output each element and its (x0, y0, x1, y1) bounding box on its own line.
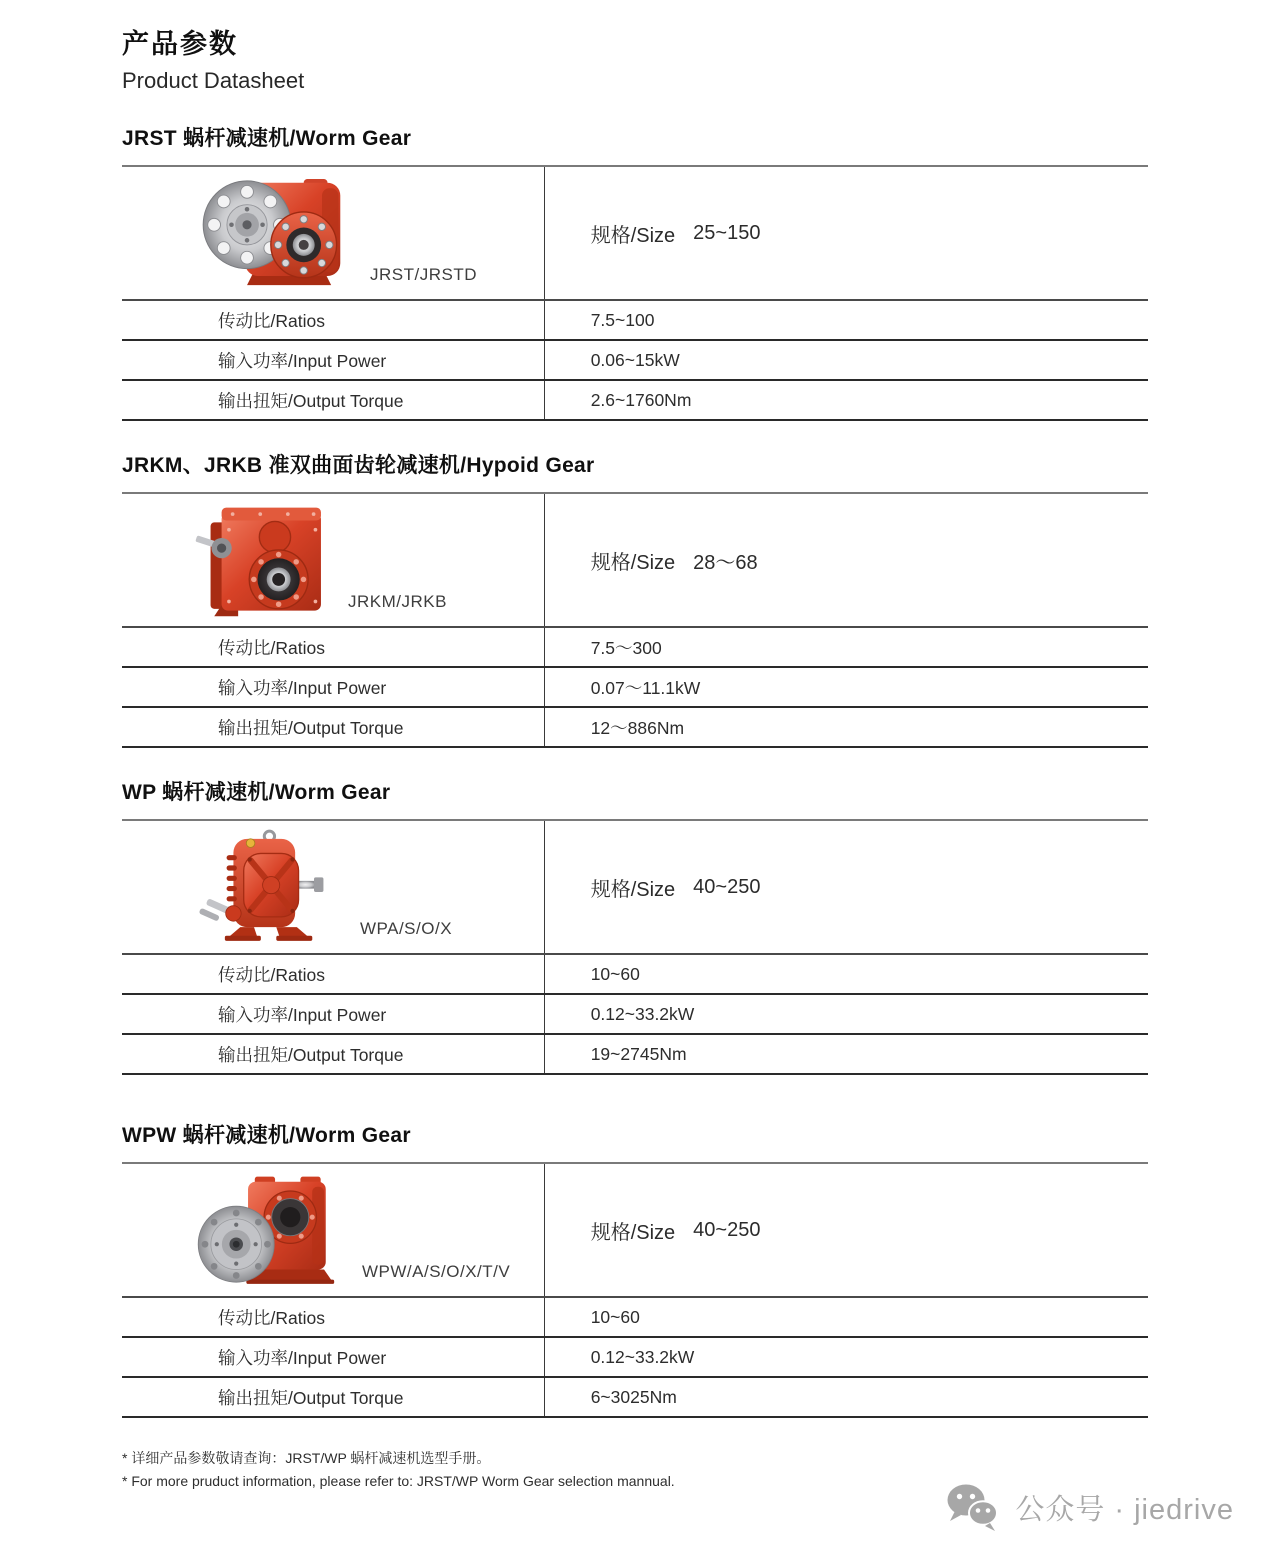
product-image-cell (122, 167, 545, 299)
spec-value: 10~60 (590, 1306, 640, 1327)
table-row (122, 301, 1148, 341)
section-wp (122, 776, 1148, 1075)
spec-label: 输出扭矩/Output Torque (122, 708, 545, 746)
footnote-zh: * 详细产品参数敬请查询：JRST/WP 蜗杆减速机选型手册。 (122, 1450, 491, 1466)
section-heading: WPW 蜗杆减速机/Worm Gear (122, 1124, 411, 1147)
product-table (122, 1162, 1148, 1418)
product-table (122, 492, 1148, 748)
spec-label: 传动比/Ratios (122, 1298, 545, 1336)
table-row (122, 628, 1148, 668)
product-table (122, 165, 1148, 421)
table-row (122, 1298, 1148, 1338)
spec-label: 输入功率/Input Power (122, 668, 545, 706)
spec-label: 传动比/Ratios (122, 955, 545, 993)
section-jrkm (122, 449, 1148, 748)
table-row (122, 1164, 1148, 1298)
section-heading: WP 蜗杆减速机/Worm Gear (122, 781, 391, 804)
watermark-text: 公众号 · jiedrive (1015, 1493, 1234, 1526)
spec-value: 6~3025Nm (590, 1386, 677, 1407)
product-table (122, 819, 1148, 1075)
spec-value: 0.07～11.1kW (590, 677, 701, 698)
spec-value: 10~60 (590, 963, 640, 984)
jrst-gearbox-photo (194, 171, 354, 295)
product-image-cell (122, 821, 545, 953)
table-row (122, 995, 1148, 1035)
size-value: 28～68 (693, 551, 758, 574)
table-row (122, 955, 1148, 995)
section-heading: JRST 蜗杆减速机/Worm Gear (122, 127, 412, 150)
size-value: 40~250 (693, 875, 761, 898)
spec-label: 传动比/Ratios (122, 628, 545, 666)
spec-label: 传动比/Ratios (122, 301, 545, 339)
table-row (122, 1035, 1148, 1075)
table-row (122, 668, 1148, 708)
product-model-label: WPA/S/O/X (360, 919, 453, 938)
table-row (122, 167, 1148, 301)
spec-label: 输入功率/Input Power (122, 341, 545, 379)
table-row (122, 381, 1148, 421)
spec-label: 输入功率/Input Power (122, 1338, 545, 1376)
product-model-label: WPW/A/S/O/X/T/V (362, 1262, 511, 1281)
product-model-label: JRST/JRSTD (370, 265, 477, 284)
spec-value: 19~2745Nm (590, 1043, 687, 1064)
size-label: 规格/Size (590, 551, 676, 574)
size-cell (545, 821, 1148, 953)
size-cell (545, 167, 1148, 299)
page-subtitle: Product Datasheet (122, 68, 305, 93)
spec-label: 输入功率/Input Power (122, 995, 545, 1033)
wp-gearbox-photo (194, 823, 344, 949)
product-model-label: JRKM/JRKB (348, 592, 447, 611)
section-jrst (122, 122, 1148, 421)
size-label: 规格/Size (590, 224, 676, 247)
section-wpw (122, 1119, 1148, 1418)
footnote-en: * For more pruduct information, please refer to: JRST/WP Worm Gear selection mannual. (122, 1473, 675, 1490)
size-cell (545, 1164, 1148, 1296)
product-image-cell (122, 494, 545, 626)
table-row (122, 341, 1148, 381)
size-cell (545, 494, 1148, 626)
watermark (945, 1482, 1234, 1532)
jrkm-gearbox-photo (194, 500, 332, 622)
spec-value: 12～886Nm (590, 717, 685, 738)
spec-value: 2.6~1760Nm (590, 389, 692, 410)
spec-value: 7.5～300 (590, 637, 662, 658)
wechat-icon (945, 1482, 1001, 1532)
page-header (122, 22, 1148, 94)
product-image-cell (122, 1164, 545, 1296)
spec-value: 0.12~33.2kW (590, 1003, 695, 1024)
wpw-gearbox-photo (194, 1166, 346, 1292)
spec-value: 0.12~33.2kW (590, 1346, 695, 1367)
section-heading: JRKM、JRKB 准双曲面齿轮减速机/Hypoid Gear (122, 454, 595, 477)
spec-label: 输出扭矩/Output Torque (122, 1035, 545, 1073)
table-row (122, 1378, 1148, 1418)
table-row (122, 1338, 1148, 1378)
table-row (122, 494, 1148, 628)
size-value: 40~250 (693, 1218, 761, 1241)
table-row (122, 708, 1148, 748)
spec-label: 输出扭矩/Output Torque (122, 381, 545, 419)
spec-value: 7.5~100 (590, 309, 655, 330)
spec-value: 0.06~15kW (590, 349, 680, 370)
size-label: 规格/Size (590, 1221, 676, 1244)
table-row (122, 821, 1148, 955)
page-title: 产品参数 (122, 29, 238, 59)
size-label: 规格/Size (590, 878, 676, 901)
spec-label: 输出扭矩/Output Torque (122, 1378, 545, 1416)
size-value: 25~150 (693, 221, 761, 244)
